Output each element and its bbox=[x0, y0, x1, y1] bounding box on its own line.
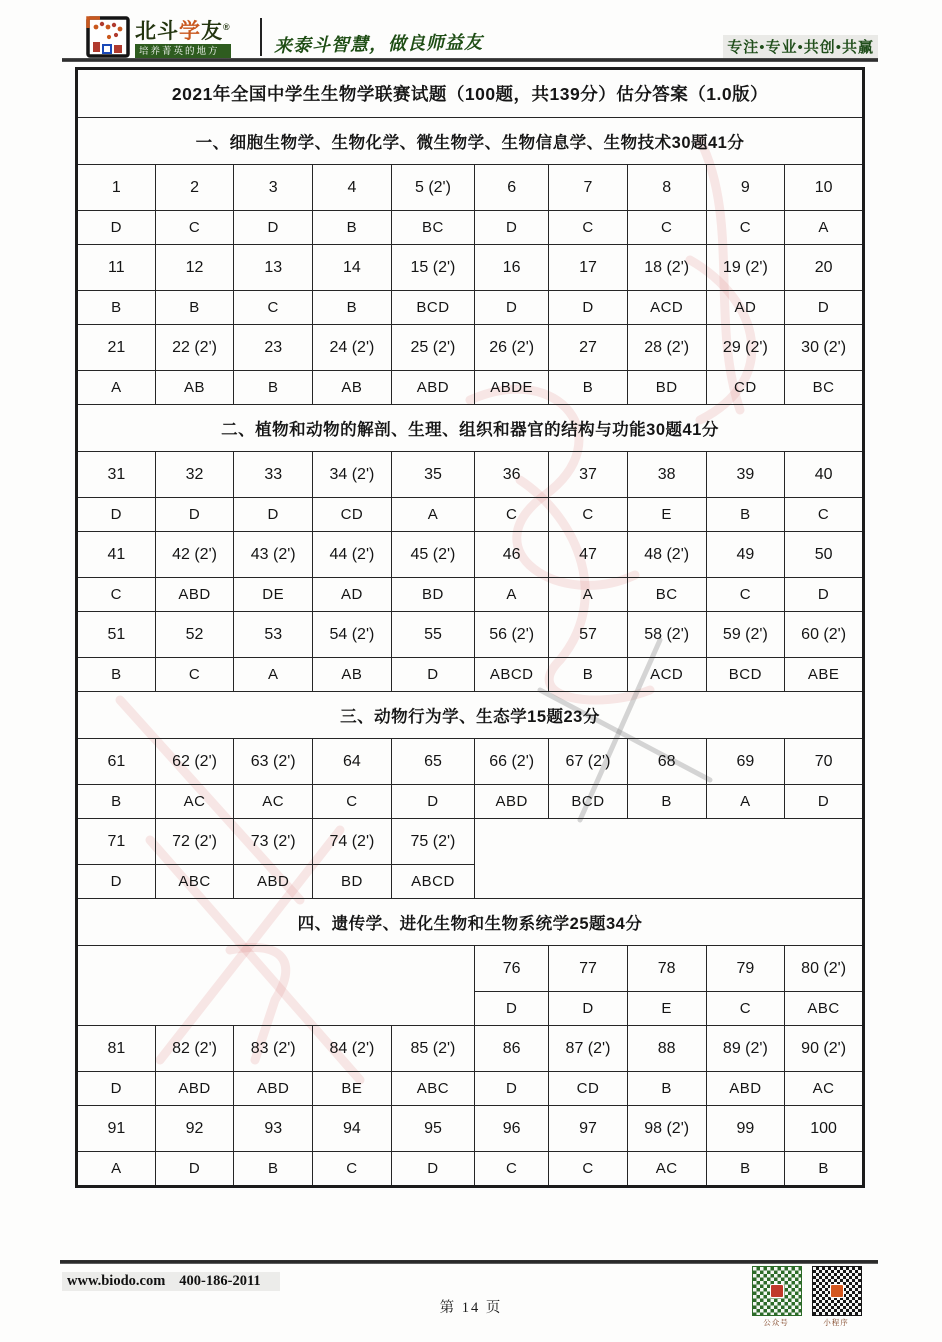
answer-cell: ABD bbox=[475, 785, 549, 819]
answer-cell: ACD bbox=[627, 291, 706, 325]
answer-cell: CD bbox=[549, 1072, 628, 1106]
question-number-cell: 78 bbox=[627, 946, 706, 992]
question-number-cell: 87 (2') bbox=[549, 1026, 628, 1072]
question-number-cell: 62 (2') bbox=[155, 739, 234, 785]
answer-cell: AC bbox=[155, 785, 234, 819]
question-number-cell: 18 (2') bbox=[627, 245, 706, 291]
header-divider bbox=[260, 18, 262, 56]
brand-text-block bbox=[135, 16, 231, 59]
answer-cell: BCD bbox=[549, 785, 628, 819]
answer-cell: D bbox=[475, 992, 549, 1026]
section-2-title: 二、植物和动物的解剖、生理、组织和器官的结构与功能30题41分 bbox=[77, 405, 864, 452]
footer-contact bbox=[62, 1272, 280, 1291]
answer-cell: ABDE bbox=[475, 371, 549, 405]
answer-cell: D bbox=[77, 211, 156, 245]
section-3-title: 三、动物行为学、生态学15题23分 bbox=[77, 692, 864, 739]
question-number-cell: 98 (2') bbox=[627, 1106, 706, 1152]
answer-cell: ACD bbox=[627, 658, 706, 692]
answer-cell: C bbox=[706, 578, 785, 612]
question-number-cell: 94 bbox=[313, 1106, 392, 1152]
question-number-cell: 58 (2') bbox=[627, 612, 706, 658]
qr-center-logo-icon bbox=[830, 1284, 844, 1298]
answer-cell: A bbox=[77, 371, 156, 405]
question-number-cell: 35 bbox=[391, 452, 474, 498]
section-row bbox=[77, 899, 864, 946]
qr-label-mini-program: 小程序 bbox=[823, 1318, 849, 1327]
question-number-cell: 71 bbox=[77, 819, 156, 865]
question-number-cell: 45 (2') bbox=[391, 532, 474, 578]
ans-row bbox=[77, 371, 864, 405]
footer-rule bbox=[60, 1260, 878, 1264]
answer-cell: E bbox=[627, 992, 706, 1026]
question-number-cell: 55 bbox=[391, 612, 474, 658]
answer-cell: ABD bbox=[234, 1072, 313, 1106]
answer-cell: E bbox=[627, 498, 706, 532]
answer-cell: C bbox=[549, 498, 628, 532]
question-number-cell: 15 (2') bbox=[391, 245, 474, 291]
question-number-cell: 100 bbox=[785, 1106, 864, 1152]
question-number-cell: 52 bbox=[155, 612, 234, 658]
question-number-cell: 11 bbox=[77, 245, 156, 291]
num-row bbox=[77, 532, 864, 578]
question-number-cell: 3 bbox=[234, 165, 313, 211]
answer-cell: D bbox=[391, 658, 474, 692]
question-number-cell: 89 (2') bbox=[706, 1026, 785, 1072]
num-row bbox=[77, 452, 864, 498]
answer-cell: AD bbox=[313, 578, 392, 612]
question-number-cell: 32 bbox=[155, 452, 234, 498]
num-row bbox=[77, 1106, 864, 1152]
question-number-cell: 21 bbox=[77, 325, 156, 371]
question-number-cell: 91 bbox=[77, 1106, 156, 1152]
question-number-cell: 46 bbox=[475, 532, 549, 578]
beidou-dipper-logo-icon bbox=[86, 16, 130, 58]
question-number-cell: 53 bbox=[234, 612, 313, 658]
question-number-cell: 99 bbox=[706, 1106, 785, 1152]
question-number-cell: 5 (2') bbox=[391, 165, 474, 211]
title-row bbox=[77, 69, 864, 118]
answer-cell: A bbox=[391, 498, 474, 532]
question-number-cell: 95 bbox=[391, 1106, 474, 1152]
ans-row bbox=[77, 1152, 864, 1187]
question-number-cell: 44 (2') bbox=[313, 532, 392, 578]
question-number-cell: 59 (2') bbox=[706, 612, 785, 658]
answer-cell: BE bbox=[313, 1072, 392, 1106]
answer-cell: B bbox=[549, 371, 628, 405]
question-number-cell: 23 bbox=[234, 325, 313, 371]
question-number-cell: 74 (2') bbox=[313, 819, 392, 865]
question-number-cell: 93 bbox=[234, 1106, 313, 1152]
answer-cell: C bbox=[549, 211, 628, 245]
answer-cell: BC bbox=[627, 578, 706, 612]
brand-name-suffix: 友 bbox=[201, 20, 223, 43]
question-number-cell: 37 bbox=[549, 452, 628, 498]
answer-cell: A bbox=[549, 578, 628, 612]
answer-cell: AD bbox=[706, 291, 785, 325]
question-number-cell: 64 bbox=[313, 739, 392, 785]
answer-cell: BD bbox=[627, 371, 706, 405]
question-number-cell: 60 (2') bbox=[785, 612, 864, 658]
answer-cell: B bbox=[313, 211, 392, 245]
question-number-cell: 4 bbox=[313, 165, 392, 211]
section-1-title: 一、细胞生物学、生物化学、微生物学、生物信息学、生物技术30题41分 bbox=[77, 118, 864, 165]
question-number-cell: 16 bbox=[475, 245, 549, 291]
answer-cell: A bbox=[706, 785, 785, 819]
question-number-cell: 92 bbox=[155, 1106, 234, 1152]
qr-center-logo-icon bbox=[770, 1284, 784, 1298]
answer-cell: D bbox=[475, 1072, 549, 1106]
brand-name-mid: 学 bbox=[179, 20, 201, 43]
answer-cell: B bbox=[234, 371, 313, 405]
question-number-cell: 9 bbox=[706, 165, 785, 211]
question-number-cell: 13 bbox=[234, 245, 313, 291]
question-number-cell: 79 bbox=[706, 946, 785, 992]
answer-cell: ABCD bbox=[391, 865, 474, 899]
question-number-cell: 30 (2') bbox=[785, 325, 864, 371]
answer-cell: ABC bbox=[155, 865, 234, 899]
answer-cell: B bbox=[706, 498, 785, 532]
exam-title: 2021年全国中学生生物学联赛试题（100题，共139分）估分答案（1.0版） bbox=[77, 69, 864, 118]
question-number-cell: 28 (2') bbox=[627, 325, 706, 371]
question-number-cell: 49 bbox=[706, 532, 785, 578]
brand-slogan-calligraphy: 来泰斗智慧，做良师益友 bbox=[273, 32, 484, 56]
answer-cell: B bbox=[627, 785, 706, 819]
question-number-cell: 86 bbox=[475, 1026, 549, 1072]
answer-cell: ABD bbox=[155, 1072, 234, 1106]
answer-cell: ABC bbox=[785, 992, 864, 1026]
section-row bbox=[77, 118, 864, 165]
answer-cell: B bbox=[627, 1072, 706, 1106]
num-row bbox=[77, 325, 864, 371]
question-number-cell: 26 (2') bbox=[475, 325, 549, 371]
question-number-cell: 24 (2') bbox=[313, 325, 392, 371]
answer-cell: B bbox=[785, 1152, 864, 1187]
answer-cell: ABD bbox=[155, 578, 234, 612]
answer-cell: B bbox=[706, 1152, 785, 1187]
num-row bbox=[77, 245, 864, 291]
answer-cell: D bbox=[785, 578, 864, 612]
answer-cell: AB bbox=[313, 371, 392, 405]
answer-cell: ABD bbox=[234, 865, 313, 899]
answer-cell: B bbox=[155, 291, 234, 325]
question-number-cell: 7 bbox=[549, 165, 628, 211]
question-number-cell: 31 bbox=[77, 452, 156, 498]
answer-cell: C bbox=[155, 211, 234, 245]
answer-cell: DE bbox=[234, 578, 313, 612]
question-number-cell: 67 (2') bbox=[549, 739, 628, 785]
answer-cell: AB bbox=[313, 658, 392, 692]
question-number-cell: 54 (2') bbox=[313, 612, 392, 658]
question-number-cell: 70 bbox=[785, 739, 864, 785]
page-header bbox=[62, 12, 878, 58]
answer-key-table bbox=[75, 67, 865, 1188]
answer-cell: D bbox=[475, 211, 549, 245]
question-number-cell: 29 (2') bbox=[706, 325, 785, 371]
question-number-cell: 48 (2') bbox=[627, 532, 706, 578]
question-number-cell: 38 bbox=[627, 452, 706, 498]
answer-cell: BD bbox=[313, 865, 392, 899]
section-4-title: 四、遗传学、进化生物和生物系统学25题34分 bbox=[77, 899, 864, 946]
qr-code-mini-program-icon bbox=[812, 1266, 862, 1316]
answer-cell: B bbox=[77, 785, 156, 819]
ans-row bbox=[77, 658, 864, 692]
answer-cell: AC bbox=[234, 785, 313, 819]
question-number-cell: 80 (2') bbox=[785, 946, 864, 992]
ans-row bbox=[77, 1072, 864, 1106]
num-row bbox=[77, 1026, 864, 1072]
answer-cell: BC bbox=[785, 371, 864, 405]
question-number-cell: 42 (2') bbox=[155, 532, 234, 578]
question-number-cell: 81 bbox=[77, 1026, 156, 1072]
question-number-cell: 88 bbox=[627, 1026, 706, 1072]
ans-row bbox=[77, 291, 864, 325]
qr-label-official-account: 公众号 bbox=[763, 1318, 789, 1327]
answer-cell: D bbox=[77, 498, 156, 532]
brand-subtitle: 培养菁英的地方 bbox=[135, 44, 231, 59]
question-number-cell: 12 bbox=[155, 245, 234, 291]
question-number-cell: 19 (2') bbox=[706, 245, 785, 291]
footer-website: www.biodo.com bbox=[67, 1273, 166, 1289]
answer-cell: D bbox=[549, 291, 628, 325]
answer-cell: C bbox=[785, 498, 864, 532]
answer-cell: C bbox=[627, 211, 706, 245]
section-row bbox=[77, 692, 864, 739]
num-row bbox=[77, 612, 864, 658]
question-number-cell: 17 bbox=[549, 245, 628, 291]
question-number-cell: 83 (2') bbox=[234, 1026, 313, 1072]
question-number-cell: 47 bbox=[549, 532, 628, 578]
answer-cell: C bbox=[234, 291, 313, 325]
answer-cell: C bbox=[475, 498, 549, 532]
question-number-cell: 66 (2') bbox=[475, 739, 549, 785]
answer-cell: D bbox=[155, 498, 234, 532]
question-number-cell: 56 (2') bbox=[475, 612, 549, 658]
answer-cell: ABC bbox=[391, 1072, 474, 1106]
question-number-cell: 36 bbox=[475, 452, 549, 498]
answer-cell: D bbox=[475, 291, 549, 325]
question-number-cell: 50 bbox=[785, 532, 864, 578]
question-number-cell: 77 bbox=[549, 946, 628, 992]
question-number-cell: 10 bbox=[785, 165, 864, 211]
question-number-cell: 20 bbox=[785, 245, 864, 291]
answer-cell: D bbox=[391, 785, 474, 819]
question-number-cell: 6 bbox=[475, 165, 549, 211]
answer-cell: D bbox=[234, 211, 313, 245]
answer-cell: D bbox=[77, 1072, 156, 1106]
question-number-cell: 43 (2') bbox=[234, 532, 313, 578]
answer-cell: D bbox=[77, 865, 156, 899]
answer-cell: B bbox=[77, 658, 156, 692]
question-number-cell: 97 bbox=[549, 1106, 628, 1152]
brand-name bbox=[135, 16, 231, 43]
header-rule bbox=[62, 58, 878, 62]
question-number-cell: 22 (2') bbox=[155, 325, 234, 371]
question-number-cell: 33 bbox=[234, 452, 313, 498]
answer-cell: C bbox=[706, 211, 785, 245]
question-number-cell: 75 (2') bbox=[391, 819, 474, 865]
empty-cell bbox=[77, 946, 475, 1026]
num-row bbox=[77, 739, 864, 785]
answer-cell: C bbox=[313, 785, 392, 819]
answer-cell: B bbox=[77, 291, 156, 325]
answer-cell: AB bbox=[155, 371, 234, 405]
brand-logo bbox=[86, 16, 231, 59]
answer-cell: C bbox=[475, 1152, 549, 1187]
question-number-cell: 61 bbox=[77, 739, 156, 785]
answer-cell: CD bbox=[706, 371, 785, 405]
question-number-cell: 68 bbox=[627, 739, 706, 785]
question-number-cell: 14 bbox=[313, 245, 392, 291]
question-number-cell: 34 (2') bbox=[313, 452, 392, 498]
ans-row bbox=[77, 211, 864, 245]
answer-cell: C bbox=[706, 992, 785, 1026]
answer-cell: D bbox=[785, 291, 864, 325]
registered-trademark-icon: ® bbox=[223, 22, 231, 32]
num-row bbox=[77, 946, 864, 992]
ans-row bbox=[77, 785, 864, 819]
ans-row bbox=[77, 578, 864, 612]
answer-cell: AC bbox=[627, 1152, 706, 1187]
question-number-cell: 51 bbox=[77, 612, 156, 658]
answer-cell: B bbox=[549, 658, 628, 692]
footer-phone: 400-186-2011 bbox=[179, 1273, 261, 1289]
question-number-cell: 39 bbox=[706, 452, 785, 498]
question-number-cell: 57 bbox=[549, 612, 628, 658]
answer-cell: ABD bbox=[391, 371, 474, 405]
page-number: 第 14 页 bbox=[439, 1300, 503, 1316]
question-number-cell: 25 (2') bbox=[391, 325, 474, 371]
question-number-cell: 69 bbox=[706, 739, 785, 785]
section-row bbox=[77, 405, 864, 452]
answer-cell: B bbox=[313, 291, 392, 325]
answer-cell: ABD bbox=[706, 1072, 785, 1106]
question-number-cell: 8 bbox=[627, 165, 706, 211]
answer-cell: C bbox=[313, 1152, 392, 1187]
num-row bbox=[77, 819, 864, 865]
answer-cell: C bbox=[77, 578, 156, 612]
answer-cell: D bbox=[155, 1152, 234, 1187]
question-number-cell: 73 (2') bbox=[234, 819, 313, 865]
answer-cell: D bbox=[549, 992, 628, 1026]
answer-cell: ABE bbox=[785, 658, 864, 692]
ans-row bbox=[77, 498, 864, 532]
question-number-cell: 96 bbox=[475, 1106, 549, 1152]
answer-cell: C bbox=[549, 1152, 628, 1187]
answer-cell: AC bbox=[785, 1072, 864, 1106]
question-number-cell: 84 (2') bbox=[313, 1026, 392, 1072]
question-number-cell: 76 bbox=[475, 946, 549, 992]
answer-cell: A bbox=[77, 1152, 156, 1187]
question-number-cell: 27 bbox=[549, 325, 628, 371]
answer-cell: BCD bbox=[391, 291, 474, 325]
answer-cell: D bbox=[391, 1152, 474, 1187]
num-row bbox=[77, 165, 864, 211]
question-number-cell: 41 bbox=[77, 532, 156, 578]
question-number-cell: 65 bbox=[391, 739, 474, 785]
answer-cell: CD bbox=[313, 498, 392, 532]
question-number-cell: 2 bbox=[155, 165, 234, 211]
answer-cell: ABCD bbox=[475, 658, 549, 692]
answer-cell: A bbox=[785, 211, 864, 245]
question-number-cell: 82 (2') bbox=[155, 1026, 234, 1072]
answer-cell: B bbox=[234, 1152, 313, 1187]
answer-cell: BD bbox=[391, 578, 474, 612]
answer-cell: BCD bbox=[706, 658, 785, 692]
answer-cell: A bbox=[475, 578, 549, 612]
question-number-cell: 40 bbox=[785, 452, 864, 498]
empty-cell bbox=[475, 819, 864, 899]
question-number-cell: 72 (2') bbox=[155, 819, 234, 865]
answer-cell: D bbox=[785, 785, 864, 819]
answer-cell: C bbox=[155, 658, 234, 692]
answer-cell: BC bbox=[391, 211, 474, 245]
answer-cell: D bbox=[234, 498, 313, 532]
question-number-cell: 90 (2') bbox=[785, 1026, 864, 1072]
qr-code-official-account-icon bbox=[752, 1266, 802, 1316]
header-motto: 专注•专业•共创•共赢 bbox=[723, 35, 878, 58]
brand-name-prefix: 北斗 bbox=[135, 20, 179, 43]
answer-cell: A bbox=[234, 658, 313, 692]
question-number-cell: 1 bbox=[77, 165, 156, 211]
question-number-cell: 63 (2') bbox=[234, 739, 313, 785]
question-number-cell: 85 (2') bbox=[391, 1026, 474, 1072]
